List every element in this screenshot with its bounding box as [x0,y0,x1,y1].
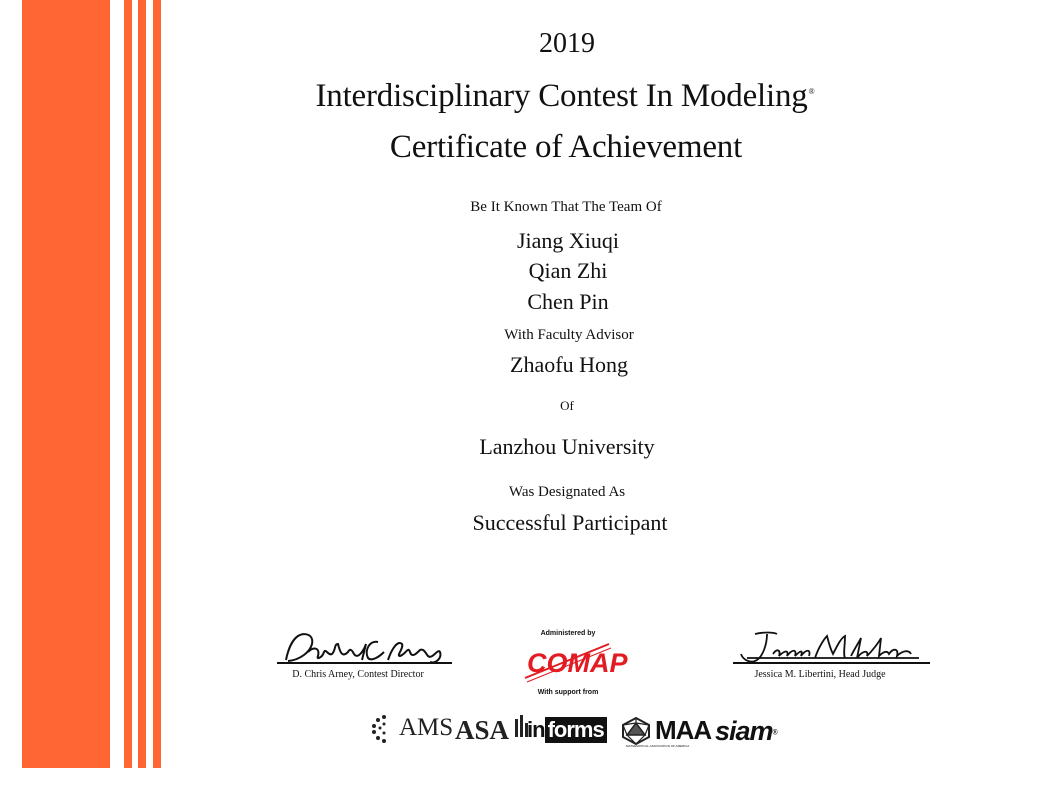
director-caption: D. Chris Arney, Contest Director [292,669,424,680]
advisor-name: Zhaofu Hong [510,352,628,377]
team-member: Jiang Xiuqi [516,228,620,253]
comap-logo-text: COMAP [527,648,628,678]
orange-stripe [124,0,132,768]
certificate-title: Certificate of Achievement [389,129,743,165]
maa-icosahedron-icon [621,717,651,745]
siam-logo [715,716,777,747]
comap-logo [521,638,628,684]
team-member: Qian Zhi [528,258,608,283]
administered-by-label: Administered by [540,630,596,637]
advisor-label: With Faculty Advisor [504,327,634,343]
informs-prefix: in [527,717,545,742]
director-signature [278,630,453,666]
ams-logo [370,713,453,743]
designation-label: Was Designated As [508,484,626,500]
siam-registered-mark: ® [772,729,777,737]
university-name: Lanzhou University [479,434,655,459]
head-judge-signature [733,628,930,666]
orange-stripe [138,0,146,768]
informs-box: forms [545,717,607,743]
maa-subtitle: MATHEMATICAL ASSOCIATION OF AMERICA [626,744,690,748]
orange-band [22,0,110,768]
team-member: Chen Pin [527,289,609,314]
ams-swirl-icon [370,713,396,743]
contest-name [316,80,815,113]
signature-line [733,662,930,664]
contest-name-text: Interdisciplinary Contest In Modeling [315,78,808,114]
asa-text: ASA [455,715,508,745]
asa-logo [455,713,528,746]
support-label: With support from [537,689,599,696]
certificate-year: 2019 [539,28,595,59]
head-judge-caption: Jessica M. Libertini, Head Judge [754,669,886,680]
maa-logo [621,715,711,746]
siam-text: siam [715,716,773,746]
trademark-mark: ® [808,87,815,96]
of-label: Of [560,398,574,413]
informs-logo [527,717,607,743]
intro-line: Be It Known That The Team Of [470,199,662,215]
signature-line [277,662,452,664]
ams-text: AMS [399,714,454,741]
award-title: Successful Participant [472,510,668,535]
orange-stripe [153,0,161,768]
maa-text: MAA [655,715,712,745]
